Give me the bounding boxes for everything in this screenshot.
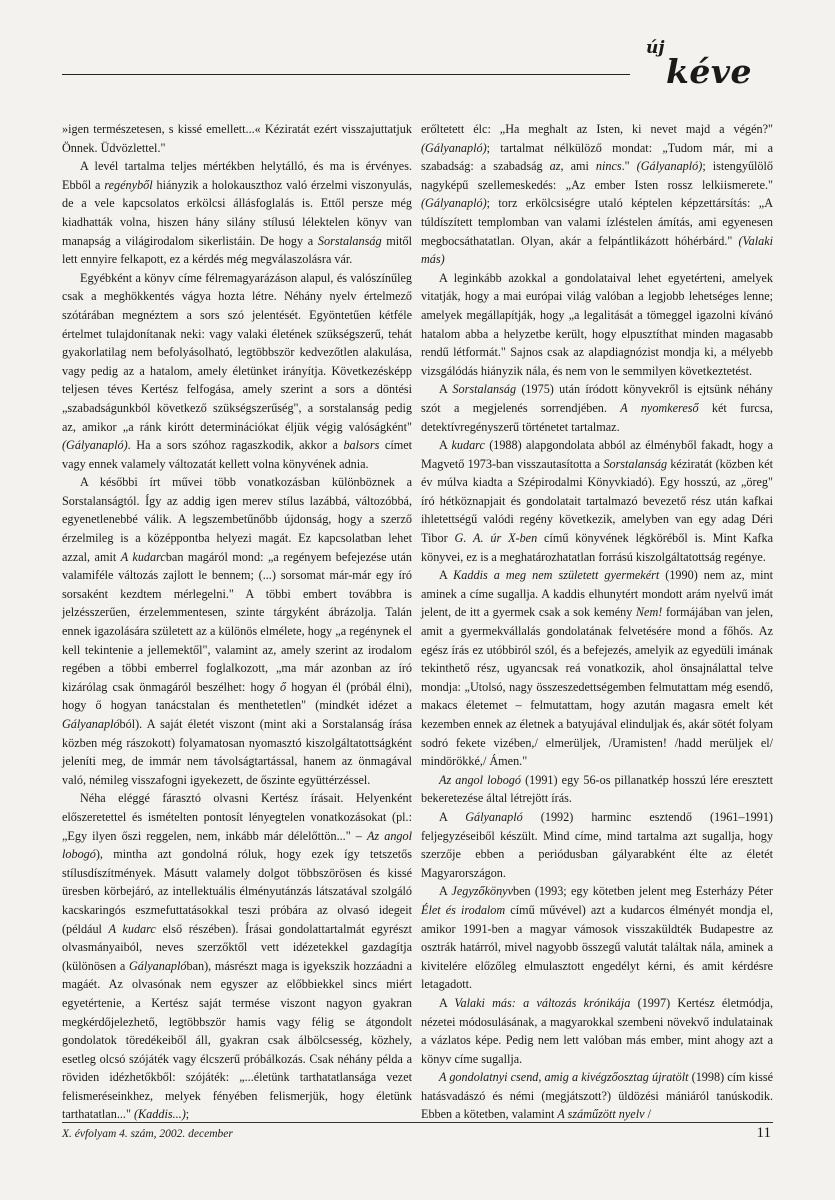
italic-text: (Gályanapló) [636,159,703,174]
italic-text: (Kaddis...) [133,1107,186,1122]
text-run: A levél tartalma teljes mértékben helytálló, és ma is érvényes. Ebből a [62,159,412,192]
text-run: / [644,1107,651,1122]
text-run: A későbbi írt művei több vonatkozásban különböznek a Sorstalanságtól. Így az addig igen merev stílus lazábbá, változóbbá, egyenetlenebbé válik. A legszembetűnőbb újdonság, hogy a szerző érzelmileg is a középpontba helyezi magát. Ez kapcsolatban lehet azzal, amit [62,475,412,564]
text-run: ben (1993; egy kötetben jelent meg Esterházy Péter [512,884,773,899]
text-run: hiányzik a holokauszthoz való érzelmi viszonyulás, de a vele kapcsolatos erkölcsi állásfoglalás is. Ettől persze még kiadhatták volna, hiszen hány silány stílusú lélektelen könyv van manapság a világirodalom sikerlistáin. De hogy a [62,177,413,248]
text-run: A [439,809,466,824]
text-run: Egyébként a könyv címe félremagyarázáson alapul, és valószínűleg csak a meghökkentés vágya hozta létre. Néhány nyelv értelmező szótárában megnéztem a sors szó jelentését. Egyöntetűen kétféle értelmet tulajdonítanak neki: vagy valaki életének szükségszerű, tehát gyakorlatilag nem befolyásolható, legtöbbször kedvezőtlen alakulása, vagy pedig az a hatalom, amely életünket irányítja. Következésképp teljesen téves Kertész felfogása, amely szerint a sors a döntési „szabadságunkból következő szükségszerűség", a sorstalanság pedig az, amikor „a ránk kirótt determinációkat éljük végig valóságként" [62,270,412,434]
italic-text: (Valaki más) [421,233,773,267]
text-run: (1990) nem az, mint aminek a címe sugallja. A kaddis elhunytért mondott arám nyelvű imát jelent, de itt a gyermek csak a sok kemény [421,568,774,620]
text-run: ; istengyűlölő nagyképű szellemeskedés: „Az ember Isten rossz lelkiismerete." [421,159,773,192]
text-run: két furcsa, detektívregényszerű történetet tartalmaz. [421,400,773,434]
paragraph [421,1068,773,1124]
logo-small-text: új [646,38,665,58]
italic-text: Sorstalanság [452,382,517,397]
italic-text: Gályanapló [128,958,187,973]
text-run: »igen természetesen, s kissé emellett...« Kéziratát ezért visszajuttatjuk Önnek. Üdvözlettel." [62,122,412,155]
text-run: című művével) azt a kudarcos élményét mondja el, amikor 1991-ben a magyar vámosok visszaküldték Budapestre az osztrák határról, mivel nagyobb összegű valutát találtak nála, aminek a kivitelére előzőleg elmulasztott engedélyt kérni, és amit kérdésre letagadott. [421,902,773,992]
text-run: A leginkább azokkal a gondolataival lehet egyetérteni, amelyek vitatják, hogy a mai európai világ valóban a legjobb lehetséges lenne; amelyek megállapítják, hogy „a legalitását a tömeggel igazolni kívánó hatalom abba a helyzetbe került, hogy elpusztíthat minden magasabb rendű létformát." Sajnos csak az alapdiagnózist mondja ki, a mélyebb vizsgálódás hiányzik nála, és nem von le semmilyen következtetést. [421,270,773,378]
italic-text: (Gályanapló) [421,140,487,155]
issue-info: X. évfolyam 4. szám, 2002. december [62,1128,233,1140]
italic-text: Gályanapló [465,809,523,824]
italic-text: A kudarc [120,549,166,564]
italic-text: (Gályanapló) [421,196,487,211]
italic-text: Sorstalanság [317,233,382,248]
paragraph [62,269,412,474]
text-run: című könyvének légköréből is. Mint Kafka könyvei, ez is a meghatározhatatlan forrású kiszolgáltatottság regénye. [421,531,773,564]
italic-text: nincs [595,159,622,174]
paragraph [421,269,773,381]
text-run: (1992) harminc esztendő (1961–1991) feljegyzéseiből készült. Mind címe, mind tartalma azt sugallja, hogy szerzője ebben a periódusban gályarabként élte az életét Magyarországon. [421,809,773,880]
paragraph [62,157,412,269]
text-run: (1988) alapgondolata abból az élményből fakadt, hogy a Magvető 1973-ban visszautasította a [421,438,773,471]
footer-rule [62,1122,773,1123]
italic-text: Nem! [635,605,663,620]
text-run: ; torz erkölcsiségre utaló képtelen képzettársítás: „A túldíszített templomban van valami ízléstelen ámítás, ami egyenesen megbocsáthatatlan. Olyan, akár a felpántlikázott hóhérbárd." [421,196,773,248]
italic-text: Sorstalanság [603,456,668,471]
italic-text: Kaddis a meg nem született gyermekért [453,568,660,583]
header-rule [62,74,630,75]
text-run: , ami [560,159,596,174]
paragraph [421,566,773,771]
italic-text: ő [280,679,287,694]
text-run: A [439,884,452,899]
text-run: Néha eléggé fárasztó olvasni Kertész írásait. Helyenként előszeretettel és ismételten pontosít lényegtelen vonatkozásokat (pl.: „Egy ilyen őszi reggelen, nem, inkább már délelőttön..." – [62,791,412,843]
text-run: címet vagy ennek valamely változatát kellett volna könyvének adnia. [62,438,412,471]
text-run: erőltetett élc: „Ha meghalt az Isten, ki nevet majd a végén?" [421,122,773,136]
italic-text: Az angol lobogó [62,828,413,862]
text-run: (1997) Kertész életmódja, nézetei módosulásának, a magyarokkal szembeni növekvő indulatainak a vázlatos képe. Pedig nem lett valóban más ember, mint ahogy azt a könyv címe sugallja. [421,995,773,1066]
text-run: kéziratát (közben két év múlva kiadta a Szépirodalmi Könyvkiadó). Egy hosszú, az „öreg" író hétköznapjait és gondolatait tartalmazó bevezető rész után kafkai ihletettségű valódi regény következik, amelyben van egy adag Déri Tibor [421,456,773,546]
paragraph [421,380,773,436]
italic-text: A száműzött nyelv [557,1107,645,1122]
right-column [421,120,773,1124]
text-run: (1998) cím kissé hatásvadászó és némi (megjátszott?) üldözési mániáról tanúskodik. Ebben a kötetben, valamint [421,1070,773,1122]
italic-text: balsors [343,438,380,453]
left-column [62,120,412,1124]
text-run: formájában van jelen, amit a gyermekvállalás gondolatának felvetésére mond a főhős. Az egész írás ez utóbbiról szól, és a befejezés, amelyik az egyedüli imának tekinthető rész, ugyancsak reá vonatkozik, ahol önsajnálattal telve mondja: „Utolsó, nagy összeszedettségemben felmutattam még esendő, makacs életemet – felmutattam, hogy azután magasra emelt két kezemben ennek az életnek a batyujával elinduljak és, akár sötét folyam sodró fekete vizében,/ elmerüljek, /Uramisten! /hadd merüljek el/ mindörökké,/ Ámen." [421,605,773,769]
text-run: ; tartalmat nélkülöző mondat: „Tudom már, mi a szabadság: a szabadság [421,140,773,174]
text-run: ban magáról mond: „a regényem befejezése után valamiféle változás zajlott le bennem; (...) sorsomat már-már egy író sorsaként kezdtem mérlegelni." A többi embert továbbra is jelzésszerűen, érzelemmentesen, szinte tárgyként ábrázolja. Talán ennek igazolására született az a különös elmélete, hogy „a regénynek el kell tekintenie a jellemektől", valamint az, amely szerint az irodalom regében a többi emberrel foglalkozott, „ma már azonban az író kizárólag csak önmagáról beszélhet: hogy [62,549,413,694]
text-run: A [439,382,453,397]
italic-text: A gondolatnyi csend, amig a kivégzőosztag újratölt [439,1070,689,1085]
text-run: ), mintha azt gondolná róluk, hogy ezek így tetszetős stílusdíszítmények. Másutt valamely dolgot többszörösen és kissé üresben körbejáró, az intellektuális élményutánzás látszatával szolgáló kacskaringós eszmefuttatásokkal teszi próbára az olvasó idegeit (például [62,847,412,936]
paragraph [421,771,773,808]
italic-text: az [549,159,561,174]
text-run: mitől lett ennyire felkapott, ez a kérdés még megválaszolásra vár. [62,233,412,267]
page-number: 11 [756,1125,771,1141]
italic-text: (Gályanapló) [62,438,128,453]
paragraph [421,120,773,269]
italic-text: kudarc [451,438,485,453]
logo-main-text: kéve [666,52,753,91]
text-run: ; [185,1107,190,1122]
italic-text: Valaki más: a változás krónikája [454,995,631,1010]
paragraph [421,994,773,1068]
text-run: ." [621,159,637,174]
text-run: első részében). Írásai gondolattartalmát egyrészt olvasmányaiból, neves szerzőktől vett idézetekkel gazdagítja (különösen a [62,921,412,973]
paragraph [62,789,412,1124]
text-run: hogyan él (próbál élni), hogy ő hogyan tanácstalan és menthetetlen" (mindkét idézet a [62,679,412,713]
text-run: (1975) után íródott könyvekről is ejtsünk néhány szót a megjelenés sorrendjében. [421,382,773,415]
paragraph [421,436,773,566]
text-run: A [439,995,455,1010]
text-run: (1991) egy 56-os pillanatkép hosszú lére eresztett bekeretezése által létrejött írás. [421,772,774,806]
italic-text: Élet és irodalom [421,902,506,917]
paragraph [62,120,412,157]
text-run: A [439,438,452,453]
text-run: ból). A saját életét viszont (mint aki a Sorstalanság írása közben még rászokott) folyamatosan nyomasztó kiszolgáltatottságként jeleníti meg, de immár nem távolságtartással, hanem az önmagával való, némileg visszafogni igyekezett, de őszinte együttérzéssel. [62,717,412,787]
paragraph [62,473,412,789]
italic-text: A nyomkereső [620,400,699,415]
italic-text: Jegyzőkönyv [451,884,513,899]
italic-text: regényből [104,177,153,192]
text-run: A [439,568,454,583]
italic-text: Az angol lobogó [439,772,521,787]
paragraph [421,808,773,882]
paragraph [421,882,773,994]
italic-text: Gályanapló [62,717,120,731]
italic-text: G. A. úr X-ben [454,531,538,546]
text-run: ban), másrészt maga is igyekszik hozzáadni a magáét. Az olvasónak nem egyszer az előbbiekkel sincs miért egyetértenie, a Kertész saját termése viszont nagyon gyakran megkérdőjelezhető, legtöbbször hamis vagy félig se átgondolt gondolatok töredékeiből áll, gyakran csak álbölcsesség, közhely, esetleg olcsó szójáték vagy élcszerű próbálkozás. Csak néhány példa a röviden idézhetőkből: szójáték: „...életünk tarthatatlansága vezet felismeréseinkhez, melyek fényében felismerjük, hogy életünk tarthatatlan..." [62,958,412,1122]
italic-text: A kudarc [108,921,156,936]
text-run: . Ha a sors szóhoz ragaszkodik, akkor a [127,438,344,453]
